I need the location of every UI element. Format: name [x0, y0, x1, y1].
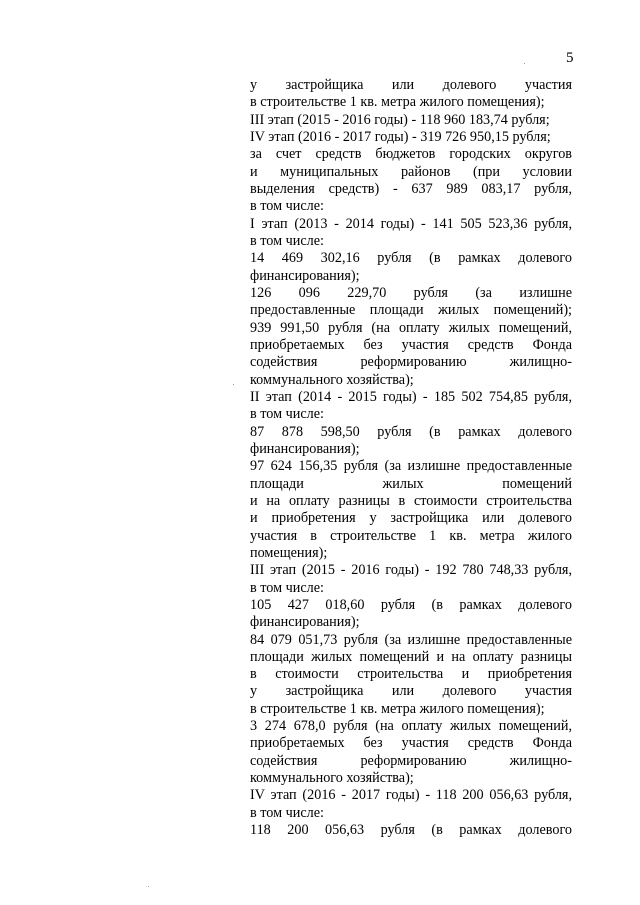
text-line: в стоимости строительства и приобретения [250, 666, 572, 683]
text-line: III этап (2015 - 2016 годы) - 118 960 183,74 рубля; [250, 111, 550, 128]
scan-speck [148, 886, 149, 887]
text-line: III этап (2015 - 2016 годы) - 192 780 748,33 рубля, [250, 562, 572, 579]
text-line: площади жилых помещений и на оплату разницы [250, 648, 572, 665]
text-line: II этап (2014 - 2015 годы) - 185 502 754,85 рубля, [250, 388, 572, 405]
text-line: и муниципальных районов (при условии [250, 163, 572, 180]
text-line: предоставленные площади жилых помещений); [250, 302, 572, 319]
text-line: содействия реформированию жилищно- [250, 354, 572, 371]
text-line: 126 096 229,70 рубля (за излишне [250, 284, 572, 301]
text-line: 87 878 598,50 рубля (в рамках долевого [250, 423, 572, 440]
text-line: IV этап (2016 - 2017 годы) - 118 200 056,63 рубля, [250, 787, 572, 804]
text-line: у застройщика или долевого участия [250, 683, 572, 700]
text-line: в том числе: [250, 198, 324, 215]
text-line: коммунального хозяйства); [250, 371, 414, 388]
text-line: площади жилых помещений [250, 475, 572, 492]
body-text [250, 77, 572, 839]
text-line: IV этап (2016 - 2017 годы) - 319 726 950,15 рубля; [250, 128, 551, 145]
text-line: и приобретения у застройщика или долевого [250, 510, 572, 527]
text-line: 118 200 056,63 рубля (в рамках долевого [250, 822, 572, 839]
text-line: выделения средств) - 637 989 083,17 рубля, [250, 180, 572, 197]
text-line: в том числе: [250, 232, 324, 249]
text-line: 84 079 051,73 рубля (за излишне предоставленные [250, 631, 572, 648]
text-line: в том числе: [250, 406, 324, 423]
text-line: в строительстве 1 кв. метра жилого помещения); [250, 94, 545, 111]
text-line: приобретаемых без участия средств Фонда [250, 336, 572, 353]
text-line: в строительстве 1 кв. метра жилого помещения); [250, 700, 545, 717]
text-line: финансирования); [250, 440, 360, 457]
text-line: помещения); [250, 544, 328, 561]
text-line: приобретаемых без участия средств Фонда [250, 735, 572, 752]
text-line: 3 274 678,0 рубля (на оплату жилых помещений, [250, 718, 572, 735]
text-line: участия в строительстве 1 кв. метра жилого [250, 527, 572, 544]
scan-speck [233, 384, 234, 385]
scan-speck [524, 63, 525, 64]
text-line: за счет средств бюджетов городских округов [250, 146, 572, 163]
text-line: 14 469 302,16 рубля (в рамках долевого [250, 250, 572, 267]
text-line: финансирования); [250, 267, 360, 284]
text-line: 105 427 018,60 рубля (в рамках долевого [250, 596, 572, 613]
text-line: у застройщика или долевого участия [250, 77, 572, 93]
text-line: 939 991,50 рубля (на оплату жилых помещений, [250, 319, 572, 336]
text-line: в том числе: [250, 579, 324, 596]
text-line: 97 624 156,35 рубля (за излишне предоставленные [250, 458, 572, 475]
text-line: в том числе: [250, 804, 324, 821]
text-line: финансирования); [250, 614, 360, 631]
text-line: и на оплату разницы в стоимости строительства [250, 492, 572, 509]
text-line: содействия реформированию жилищно- [250, 752, 572, 769]
text-line: I этап (2013 - 2014 годы) - 141 505 523,36 рубля, [250, 215, 572, 232]
page-number: 5 [566, 50, 574, 66]
text-line: коммунального хозяйства); [250, 770, 414, 787]
